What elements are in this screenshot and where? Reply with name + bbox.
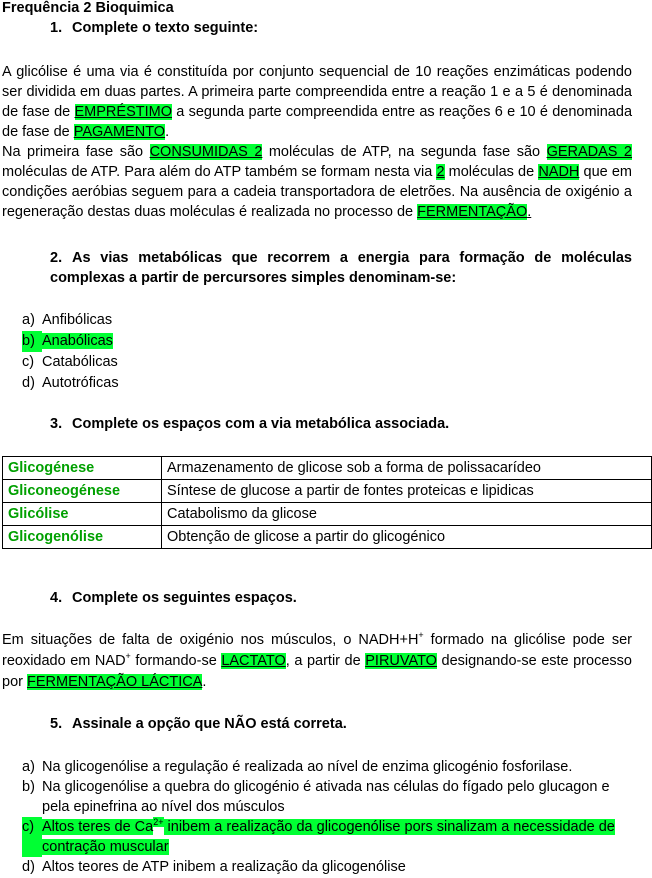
q4-number: 4. bbox=[50, 590, 63, 606]
q3-term: Glicogénese bbox=[3, 457, 162, 480]
q1-text-7: moléculas de bbox=[444, 164, 539, 180]
table-row bbox=[3, 526, 652, 549]
q5-option-letter: c) bbox=[22, 817, 42, 857]
q5-options bbox=[22, 757, 632, 877]
q3-description: Síntese de glucose a partir de fontes proteicas e lipidicas bbox=[162, 480, 652, 503]
q2-option-text: Autotróficas bbox=[42, 375, 119, 391]
q5-heading bbox=[50, 716, 347, 732]
q5-option-sup: 2+ bbox=[153, 817, 164, 828]
q2-option-d[interactable] bbox=[22, 373, 119, 394]
table-row bbox=[3, 503, 652, 526]
q5-option-text: Na glicogenólise a quebra do glicogénio é ativada nas células do fígado pelo glucagon e pela epinefrina ao nível dos músculos bbox=[42, 779, 610, 815]
q1-answer-7: FERMENTAÇÃO bbox=[417, 204, 528, 220]
q1-heading bbox=[50, 20, 258, 36]
q1-answer-4: GERADAS 2 bbox=[546, 144, 632, 160]
q3-heading bbox=[50, 416, 449, 432]
q4-answer-2: PIRUVATO bbox=[365, 653, 437, 669]
q5-option-text: Altos teores de ATP inibem a realização da glicogenólise bbox=[42, 859, 406, 875]
q4-text-1: Em situações de falta de oxigénio nos músculos, o NADH+H bbox=[2, 632, 419, 648]
q5-number: 5. bbox=[50, 716, 63, 732]
q3-table bbox=[2, 456, 652, 549]
q1-text-8: que em condições aeróbias seguem para a cadeia transportadora de eletrões. Na ausência de oxigénio a regeneração destas duas moléculas é realizada no processo de bbox=[2, 164, 632, 220]
q5-option-b[interactable] bbox=[22, 777, 632, 817]
q3-heading-text: Complete os espaços com a via metabólica associada. bbox=[72, 416, 450, 432]
q1-text-6: moléculas de ATP. Para além do ATP também se formam nesta via bbox=[2, 164, 437, 180]
q4-heading bbox=[50, 590, 297, 606]
q4-text-3: formando-se bbox=[130, 653, 222, 669]
q2-options bbox=[22, 310, 119, 394]
q2-option-text: Anfibólicas bbox=[42, 312, 113, 328]
q1-text-5: moléculas de ATP, na segunda fase são bbox=[262, 144, 547, 160]
q1-answer-5: 2 bbox=[436, 164, 445, 180]
q4-text-4: , a partir de bbox=[285, 653, 366, 669]
q3-description: Obtenção de glicose a partir do glicogénico bbox=[162, 526, 652, 549]
q2-heading-text: As vias metabólicas que recorrem a energia para formação de moléculas complexas a partir de percursores simples denominam-se: bbox=[50, 250, 632, 286]
q2-option-c[interactable] bbox=[22, 352, 119, 373]
q4-answer-3: FERMENTAÇÃO LÁCTICA bbox=[27, 674, 203, 690]
q1-paragraph bbox=[2, 62, 632, 222]
q2-option-letter: c) bbox=[22, 354, 35, 370]
q2-option-text: Catabólicas bbox=[42, 354, 118, 370]
q3-number: 3. bbox=[50, 416, 63, 432]
document-title: Frequência 2 Bioquimica bbox=[2, 0, 174, 16]
q4-sup-2: + bbox=[125, 651, 131, 662]
q4-sup-1: + bbox=[418, 630, 424, 641]
q4-text-6: . bbox=[202, 674, 207, 690]
q1-text-2: a segunda parte compreendida entre as reações 6 e 10 é denominada de fase de bbox=[2, 104, 633, 140]
q3-term: Glicogenólise bbox=[3, 526, 162, 549]
q2-number: 2. bbox=[50, 250, 63, 266]
q4-paragraph bbox=[2, 630, 632, 693]
q4-text-2: formado na glicólise pode ser reoxidado em NAD bbox=[2, 632, 632, 669]
q5-heading-text: Assinale a opção que NÃO está correta. bbox=[72, 716, 347, 732]
q4-text-5: designando-se este processo por bbox=[2, 653, 632, 690]
q5-option-letter: b) bbox=[22, 779, 35, 795]
q5-option-text: Na glicogenólise a regulação é realizada ao nível de enzima glicogénio fosforilase. bbox=[42, 759, 573, 775]
q1-answer-3: CONSUMIDAS 2 bbox=[149, 144, 263, 160]
table-row bbox=[3, 457, 652, 480]
q5-option-a[interactable] bbox=[22, 757, 632, 777]
q2-heading bbox=[50, 248, 632, 288]
q3-description: Armazenamento de glicose sob a forma de polissacarídeo bbox=[162, 457, 652, 480]
q5-option-text: Altos teres de Ca bbox=[42, 819, 154, 835]
q3-term: Glicólise bbox=[3, 503, 162, 526]
q1-text-4: Na primeira fase são bbox=[2, 144, 150, 160]
q5-option-text: inibem a realização da glicogenólise pors sinalizam a necessidade de contração muscular bbox=[42, 819, 615, 855]
q2-option-b[interactable] bbox=[22, 331, 119, 352]
q5-option-letter: d) bbox=[22, 859, 35, 875]
q1-answer-2: PAGAMENTO bbox=[73, 124, 166, 140]
q5-option-d[interactable] bbox=[22, 857, 632, 877]
q2-option-a[interactable] bbox=[22, 310, 119, 331]
q5-option-letter: a) bbox=[22, 759, 35, 775]
q2-option-text: Anabólicas bbox=[42, 333, 113, 349]
q3-term: Gliconeogénese bbox=[3, 480, 162, 503]
q1-text-9: . bbox=[527, 204, 532, 220]
q5-option-c[interactable] bbox=[22, 817, 632, 857]
q3-description: Catabolismo da glicose bbox=[162, 503, 652, 526]
q1-text-1: A glicólise é uma via é constituída por conjunto sequencial de 10 reações enzimáticas podendo ser dividida em duas partes. A primeira parte compreendida entre a reação 1 e a 5 é denominada de fase de bbox=[2, 64, 632, 120]
q1-number: 1. bbox=[50, 20, 63, 36]
q2-option-letter: d) bbox=[22, 375, 35, 391]
q1-heading-text: Complete o texto seguinte: bbox=[72, 20, 259, 36]
table-row bbox=[3, 480, 652, 503]
q4-heading-text: Complete os seguintes espaços. bbox=[72, 590, 297, 606]
q1-answer-6: NADH bbox=[538, 164, 580, 180]
q4-answer-1: LACTATO bbox=[221, 653, 286, 669]
q2-option-letter: b) bbox=[22, 331, 42, 352]
q2-option-letter: a) bbox=[22, 312, 35, 328]
q1-answer-1: EMPRÉSTIMO bbox=[74, 104, 172, 120]
q1-text-3: . bbox=[165, 124, 170, 140]
